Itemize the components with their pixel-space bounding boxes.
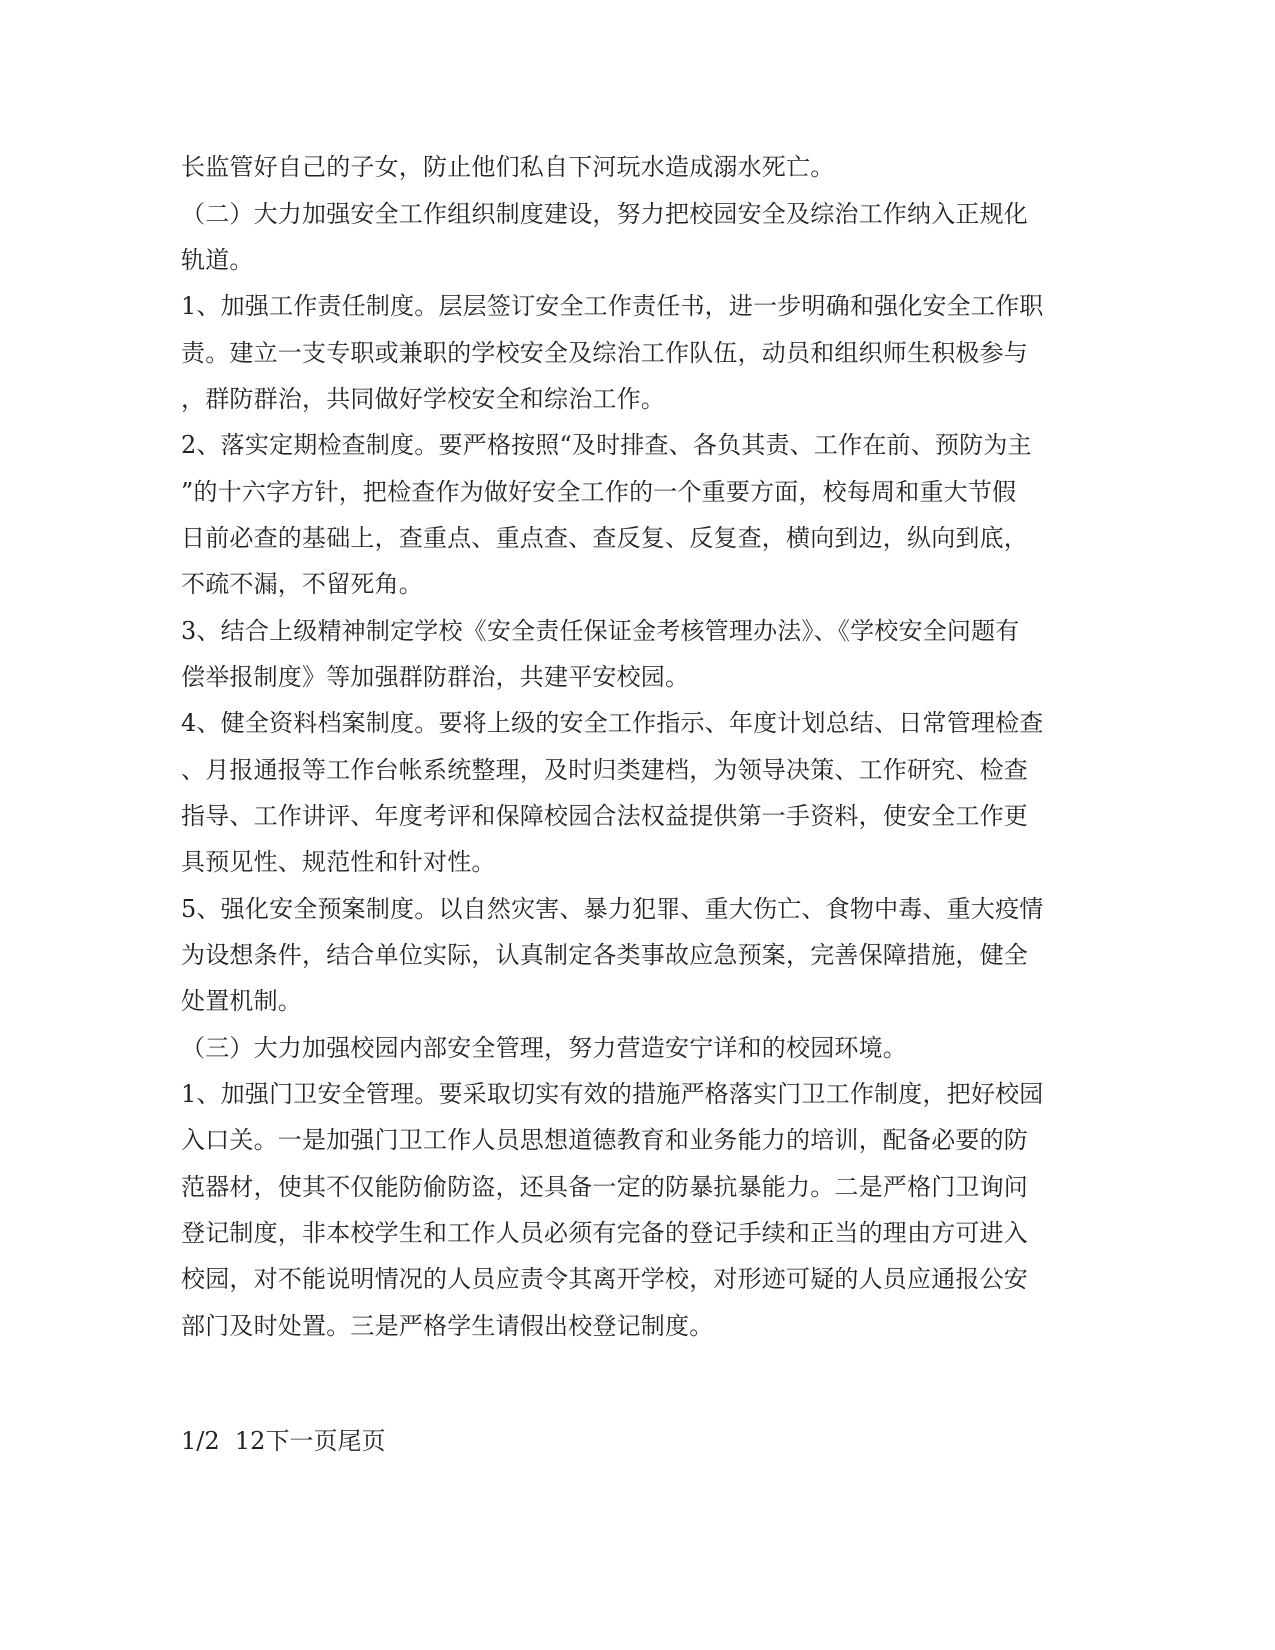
text-line: 1、加强工作责任制度。层层签订安全工作责任书，进一步明确和强化安全工作职 [181, 292, 1044, 320]
text-line: 指导、工作讲评、年度考评和保障校园合法权益提供第一手资料，使安全工作更 [181, 802, 1028, 830]
text-line: 2、落实定期检查制度。要严格按照“及时排查、各负其责、工作在前、预防为主 [181, 431, 1032, 459]
text-line: 、月报通报等工作台帐系统整理，及时归类建档，为领导决策、工作研究、检查 [181, 756, 1028, 784]
text-line: 登记制度，非本校学生和工作人员必须有完备的登记手续和正当的理由方可进入 [181, 1219, 1028, 1247]
section-heading-2: （二）大力加强安全工作组织制度建设，努力把校园安全及综治工作纳入正规化 [181, 200, 1028, 228]
text-line: 范器材，使其不仅能防偷防盗，还具备一定的防暴抗暴能力。二是严格门卫询问 [181, 1173, 1028, 1201]
text-line: 责。建立一支专职或兼职的学校安全及综治工作队伍，动员和组织师生积极参与 [181, 339, 1028, 367]
page-1-link[interactable]: 1 [234, 1427, 251, 1455]
text-line: 不疏不漏，不留死角。 [181, 570, 423, 598]
pagination [181, 1426, 385, 1456]
text-line: ，群防群治，共同做好学校安全和综治工作。 [181, 385, 665, 413]
text-line: 1、加强门卫安全管理。要采取切实有效的措施严格落实门卫工作制度，把好校园 [181, 1080, 1044, 1108]
text-line: 校园，对不能说明情况的人员应责令其离开学校，对形迹可疑的人员应通报公安 [181, 1265, 1028, 1293]
text-line: ”的十六字方针，把检查作为做好安全工作的一个重要方面，校每周和重大节假 [181, 478, 1017, 506]
text-line: 为设想条件，结合单位实际，认真制定各类事故应急预案，完善保障措施，健全 [181, 941, 1028, 969]
last-page-link[interactable]: 尾页 [337, 1427, 386, 1455]
text-line: 处置机制。 [181, 987, 302, 1015]
text-line: 入口关。一是加强门卫工作人员思想道德教育和业务能力的培训，配备必要的防 [181, 1126, 1028, 1154]
text-line: 长监管好自己的子女，防止他们私自下河玩水造成溺水死亡。 [181, 153, 835, 181]
text-line: 具预见性、规范性和针对性。 [181, 848, 496, 876]
text-line: 5、强化安全预案制度。以自然灾害、暴力犯罪、重大伤亡、食物中毒、重大疫情 [181, 895, 1044, 923]
page-2-link[interactable]: 2 [250, 1427, 266, 1455]
text-line: 轨道。 [181, 246, 254, 274]
text-line: 部门及时处置。三是严格学生请假出校登记制度。 [181, 1312, 714, 1340]
text-line: 日前必查的基础上，查重点、重点查、查反复、反复查，横向到边，纵向到底， [181, 524, 1028, 552]
next-page-link[interactable]: 下一页 [265, 1427, 338, 1455]
text-line: 4、健全资料档案制度。要将上级的安全工作指示、年度计划总结、日常管理检查 [181, 709, 1044, 737]
section-heading-3: （三）大力加强校园内部安全管理，努力营造安宁详和的校园环境。 [181, 1034, 907, 1062]
text-line: 3、结合上级精神制定学校《安全责任保证金考核管理办法》、《学校安全问题有 [181, 617, 1020, 645]
page-indicator: 1/2 [181, 1427, 220, 1455]
text-line: 偿举报制度》等加强群防群治，共建平安校园。 [181, 663, 690, 691]
